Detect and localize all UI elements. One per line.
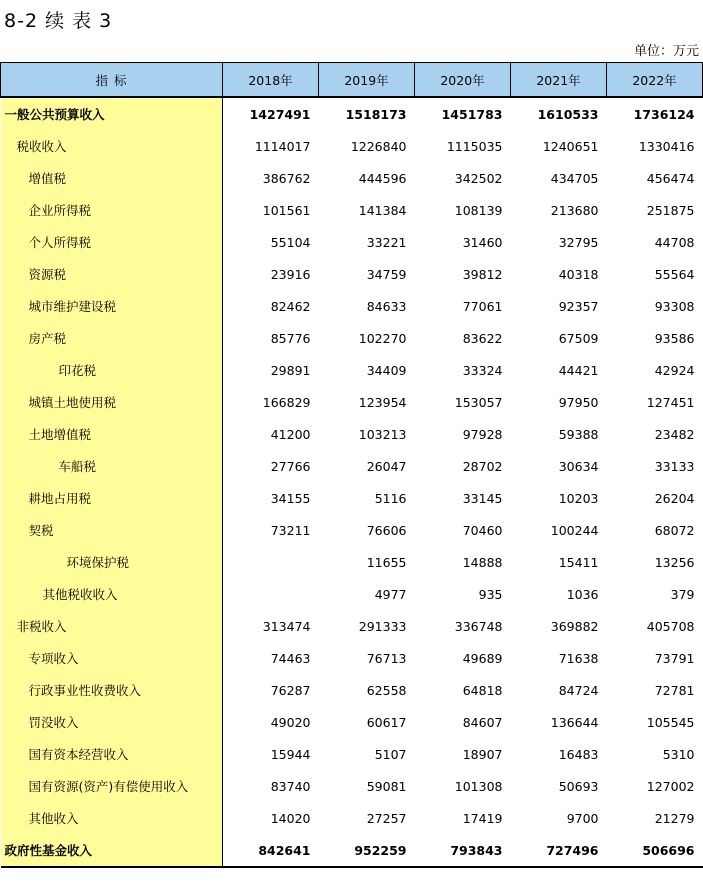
table-row [1, 674, 703, 706]
row-label-text: 专项收入 [28, 651, 79, 666]
row-label [1, 546, 223, 578]
cell-value: 935 [478, 586, 503, 602]
cell-value: 1518173 [319, 97, 415, 130]
row-label-text: 城镇土地使用税 [28, 395, 117, 410]
cell-value: 1736124 [607, 97, 703, 130]
cell-value: 1427491 [223, 97, 319, 130]
cell-value: 92357 [558, 298, 599, 314]
cell-value: 136644 [550, 714, 599, 730]
header-year: 2018年 [223, 63, 319, 98]
cell-value: 23916 [270, 266, 311, 282]
cell-value: 100244 [550, 522, 599, 538]
table-row [1, 226, 703, 258]
row-label-text: 个人所得税 [28, 235, 92, 250]
cell-value: 291333 [358, 618, 407, 634]
cell-value [223, 578, 319, 610]
row-label [1, 770, 223, 802]
cell-value: 166829 [262, 394, 311, 410]
row-label [1, 418, 223, 450]
cell-value: 5116 [374, 490, 407, 506]
cell-value: 44421 [558, 362, 599, 378]
cell-value: 102270 [358, 330, 407, 346]
cell-value: 74463 [270, 650, 311, 666]
row-label-text: 行政事业性收费收入 [28, 683, 142, 698]
header-year: 2020年 [415, 63, 511, 98]
cell-value: 67509 [558, 330, 599, 346]
cell-value: 40318 [558, 266, 599, 282]
cell-value: 15944 [270, 746, 311, 762]
table-row [1, 354, 703, 386]
row-label [1, 194, 223, 226]
cell-value: 59081 [366, 778, 407, 794]
cell-value: 26204 [654, 490, 695, 506]
row-label-text: 资源税 [28, 267, 67, 282]
cell-value: 73211 [270, 522, 311, 538]
table-row [1, 834, 703, 867]
cell-value: 14888 [462, 554, 503, 570]
table-row [1, 738, 703, 770]
cell-value: 34155 [270, 490, 311, 506]
cell-value: 14020 [270, 810, 311, 826]
cell-value: 793843 [415, 834, 511, 867]
row-label [1, 834, 223, 867]
cell-value: 15411 [558, 554, 599, 570]
row-label [1, 386, 223, 418]
cell-value: 72781 [654, 682, 695, 698]
cell-value: 127002 [646, 778, 695, 794]
row-label-text: 房产税 [28, 331, 67, 346]
table-row [1, 610, 703, 642]
table-row [1, 770, 703, 802]
table-row [1, 706, 703, 738]
row-label-text: 契税 [28, 523, 54, 538]
row-label-text: 其他收入 [28, 811, 79, 826]
cell-value: 10203 [558, 490, 599, 506]
row-label-text: 其他税收收入 [42, 587, 118, 602]
cell-value: 101308 [454, 778, 503, 794]
table-row [1, 642, 703, 674]
cell-value: 5310 [662, 746, 695, 762]
row-label [1, 290, 223, 322]
cell-value: 101561 [262, 202, 311, 218]
cell-value: 42924 [654, 362, 695, 378]
row-label-text: 罚没收入 [28, 715, 79, 730]
cell-value: 153057 [454, 394, 503, 410]
cell-value: 28702 [462, 458, 503, 474]
cell-value: 33221 [366, 234, 407, 250]
cell-value [223, 546, 319, 578]
cell-value: 83740 [270, 778, 311, 794]
row-label [1, 610, 223, 642]
row-label [1, 130, 223, 162]
table-row [1, 578, 703, 610]
cell-value: 21279 [654, 810, 695, 826]
header-indicator: 指 标 [1, 63, 223, 98]
cell-value: 342502 [454, 170, 503, 186]
cell-value: 44708 [654, 234, 695, 250]
table-row [1, 194, 703, 226]
cell-value: 97950 [558, 394, 599, 410]
cell-value: 26047 [366, 458, 407, 474]
cell-value: 1451783 [415, 97, 511, 130]
cell-value: 93308 [654, 298, 695, 314]
cell-value: 64818 [462, 682, 503, 698]
cell-value: 108139 [454, 202, 503, 218]
cell-value: 76287 [270, 682, 311, 698]
cell-value: 85776 [270, 330, 311, 346]
cell-value: 76713 [366, 650, 407, 666]
row-label-text: 城市维护建设税 [28, 299, 117, 314]
cell-value: 62558 [366, 682, 407, 698]
cell-value: 32795 [558, 234, 599, 250]
cell-value: 369882 [550, 618, 599, 634]
table-row [1, 546, 703, 578]
cell-value: 4977 [374, 586, 407, 602]
cell-value: 1114017 [254, 138, 311, 154]
cell-value: 39812 [462, 266, 503, 282]
table-row [1, 322, 703, 354]
cell-value: 9700 [566, 810, 599, 826]
cell-value: 34759 [366, 266, 407, 282]
row-label [1, 514, 223, 546]
row-label-text: 企业所得税 [28, 203, 92, 218]
cell-value: 97928 [462, 426, 503, 442]
cell-value: 506696 [607, 834, 703, 867]
cell-value: 30634 [558, 458, 599, 474]
cell-value: 60617 [366, 714, 407, 730]
cell-value: 213680 [550, 202, 599, 218]
cell-value: 33145 [462, 490, 503, 506]
row-label-text: 印花税 [58, 363, 97, 378]
cell-value: 84724 [558, 682, 599, 698]
cell-value: 127451 [646, 394, 695, 410]
cell-value: 73791 [654, 650, 695, 666]
cell-value: 59388 [558, 426, 599, 442]
cell-value: 71638 [558, 650, 599, 666]
cell-value: 141384 [358, 202, 407, 218]
table-row [1, 514, 703, 546]
row-label-text: 耕地占用税 [28, 491, 92, 506]
table-row [1, 418, 703, 450]
cell-value: 33133 [654, 458, 695, 474]
cell-value: 55104 [270, 234, 311, 250]
cell-value: 123954 [358, 394, 407, 410]
cell-value: 17419 [462, 810, 503, 826]
header-year: 2021年 [511, 63, 607, 98]
cell-value: 444596 [358, 170, 407, 186]
cell-value: 41200 [270, 426, 311, 442]
cell-value: 103213 [358, 426, 407, 442]
cell-value: 727496 [511, 834, 607, 867]
cell-value: 49020 [270, 714, 311, 730]
table-row [1, 130, 703, 162]
cell-value: 33324 [462, 362, 503, 378]
cell-value: 70460 [462, 522, 503, 538]
row-label-text: 土地增值税 [28, 427, 92, 442]
cell-value: 76606 [366, 522, 407, 538]
row-label [1, 482, 223, 514]
cell-value: 84607 [462, 714, 503, 730]
cell-value: 456474 [646, 170, 695, 186]
row-label [1, 738, 223, 770]
cell-value: 31460 [462, 234, 503, 250]
cell-value: 50693 [558, 778, 599, 794]
row-label-text: 国有资本经营收入 [28, 747, 129, 762]
table-body [1, 97, 703, 867]
row-label-text: 环境保护税 [66, 555, 130, 570]
row-label-text: 非税收入 [16, 619, 67, 634]
row-label [1, 97, 223, 130]
row-label [1, 706, 223, 738]
table-row [1, 97, 703, 130]
table-row [1, 290, 703, 322]
row-label [1, 450, 223, 482]
cell-value: 55564 [654, 266, 695, 282]
cell-value: 23482 [654, 426, 695, 442]
cell-value: 93586 [654, 330, 695, 346]
table-row [1, 162, 703, 194]
row-label [1, 578, 223, 610]
cell-value: 16483 [558, 746, 599, 762]
row-label [1, 162, 223, 194]
row-label-text: 车船税 [58, 459, 97, 474]
table-header-row [1, 63, 703, 98]
cell-value: 1330416 [638, 138, 695, 154]
cell-value: 379 [670, 586, 695, 602]
cell-value: 83622 [462, 330, 503, 346]
cell-value: 11655 [366, 554, 407, 570]
cell-value: 68072 [654, 522, 695, 538]
header-year: 2019年 [319, 63, 415, 98]
row-label [1, 802, 223, 834]
page-title: 8-2 续 表 3 [4, 10, 113, 32]
row-label [1, 226, 223, 258]
cell-value: 1610533 [511, 97, 607, 130]
cell-value: 77061 [462, 298, 503, 314]
cell-value: 386762 [262, 170, 311, 186]
cell-value: 1115035 [446, 138, 503, 154]
row-label-text: 政府性基金收入 [4, 843, 93, 858]
row-label [1, 258, 223, 290]
cell-value: 29891 [270, 362, 311, 378]
cell-value: 34409 [366, 362, 407, 378]
cell-value: 1240651 [542, 138, 599, 154]
row-label [1, 674, 223, 706]
table-row [1, 386, 703, 418]
table-row [1, 450, 703, 482]
cell-value: 1036 [566, 586, 599, 602]
cell-value: 336748 [454, 618, 503, 634]
cell-value: 84633 [366, 298, 407, 314]
cell-value: 952259 [319, 834, 415, 867]
row-label [1, 354, 223, 386]
header-year: 2022年 [607, 63, 703, 98]
cell-value: 105545 [646, 714, 695, 730]
row-label-text: 一般公共预算收入 [4, 107, 105, 122]
table-row [1, 258, 703, 290]
table-row [1, 482, 703, 514]
cell-value: 842641 [223, 834, 319, 867]
cell-value: 13256 [654, 554, 695, 570]
cell-value: 1226840 [350, 138, 407, 154]
revenue-table [0, 62, 703, 868]
cell-value: 251875 [646, 202, 695, 218]
row-label-text: 国有资源(资产)有偿使用收入 [28, 779, 189, 794]
cell-value: 434705 [550, 170, 599, 186]
row-label [1, 322, 223, 354]
cell-value: 5107 [374, 746, 407, 762]
cell-value: 18907 [462, 746, 503, 762]
cell-value: 49689 [462, 650, 503, 666]
table-row [1, 802, 703, 834]
cell-value: 27766 [270, 458, 311, 474]
row-label-text: 税收收入 [16, 139, 67, 154]
cell-value: 313474 [262, 618, 311, 634]
row-label [1, 642, 223, 674]
cell-value: 82462 [270, 298, 311, 314]
row-label-text: 增值税 [28, 171, 67, 186]
cell-value: 27257 [366, 810, 407, 826]
cell-value: 405708 [646, 618, 695, 634]
unit-label: 单位：万元 [633, 44, 699, 59]
